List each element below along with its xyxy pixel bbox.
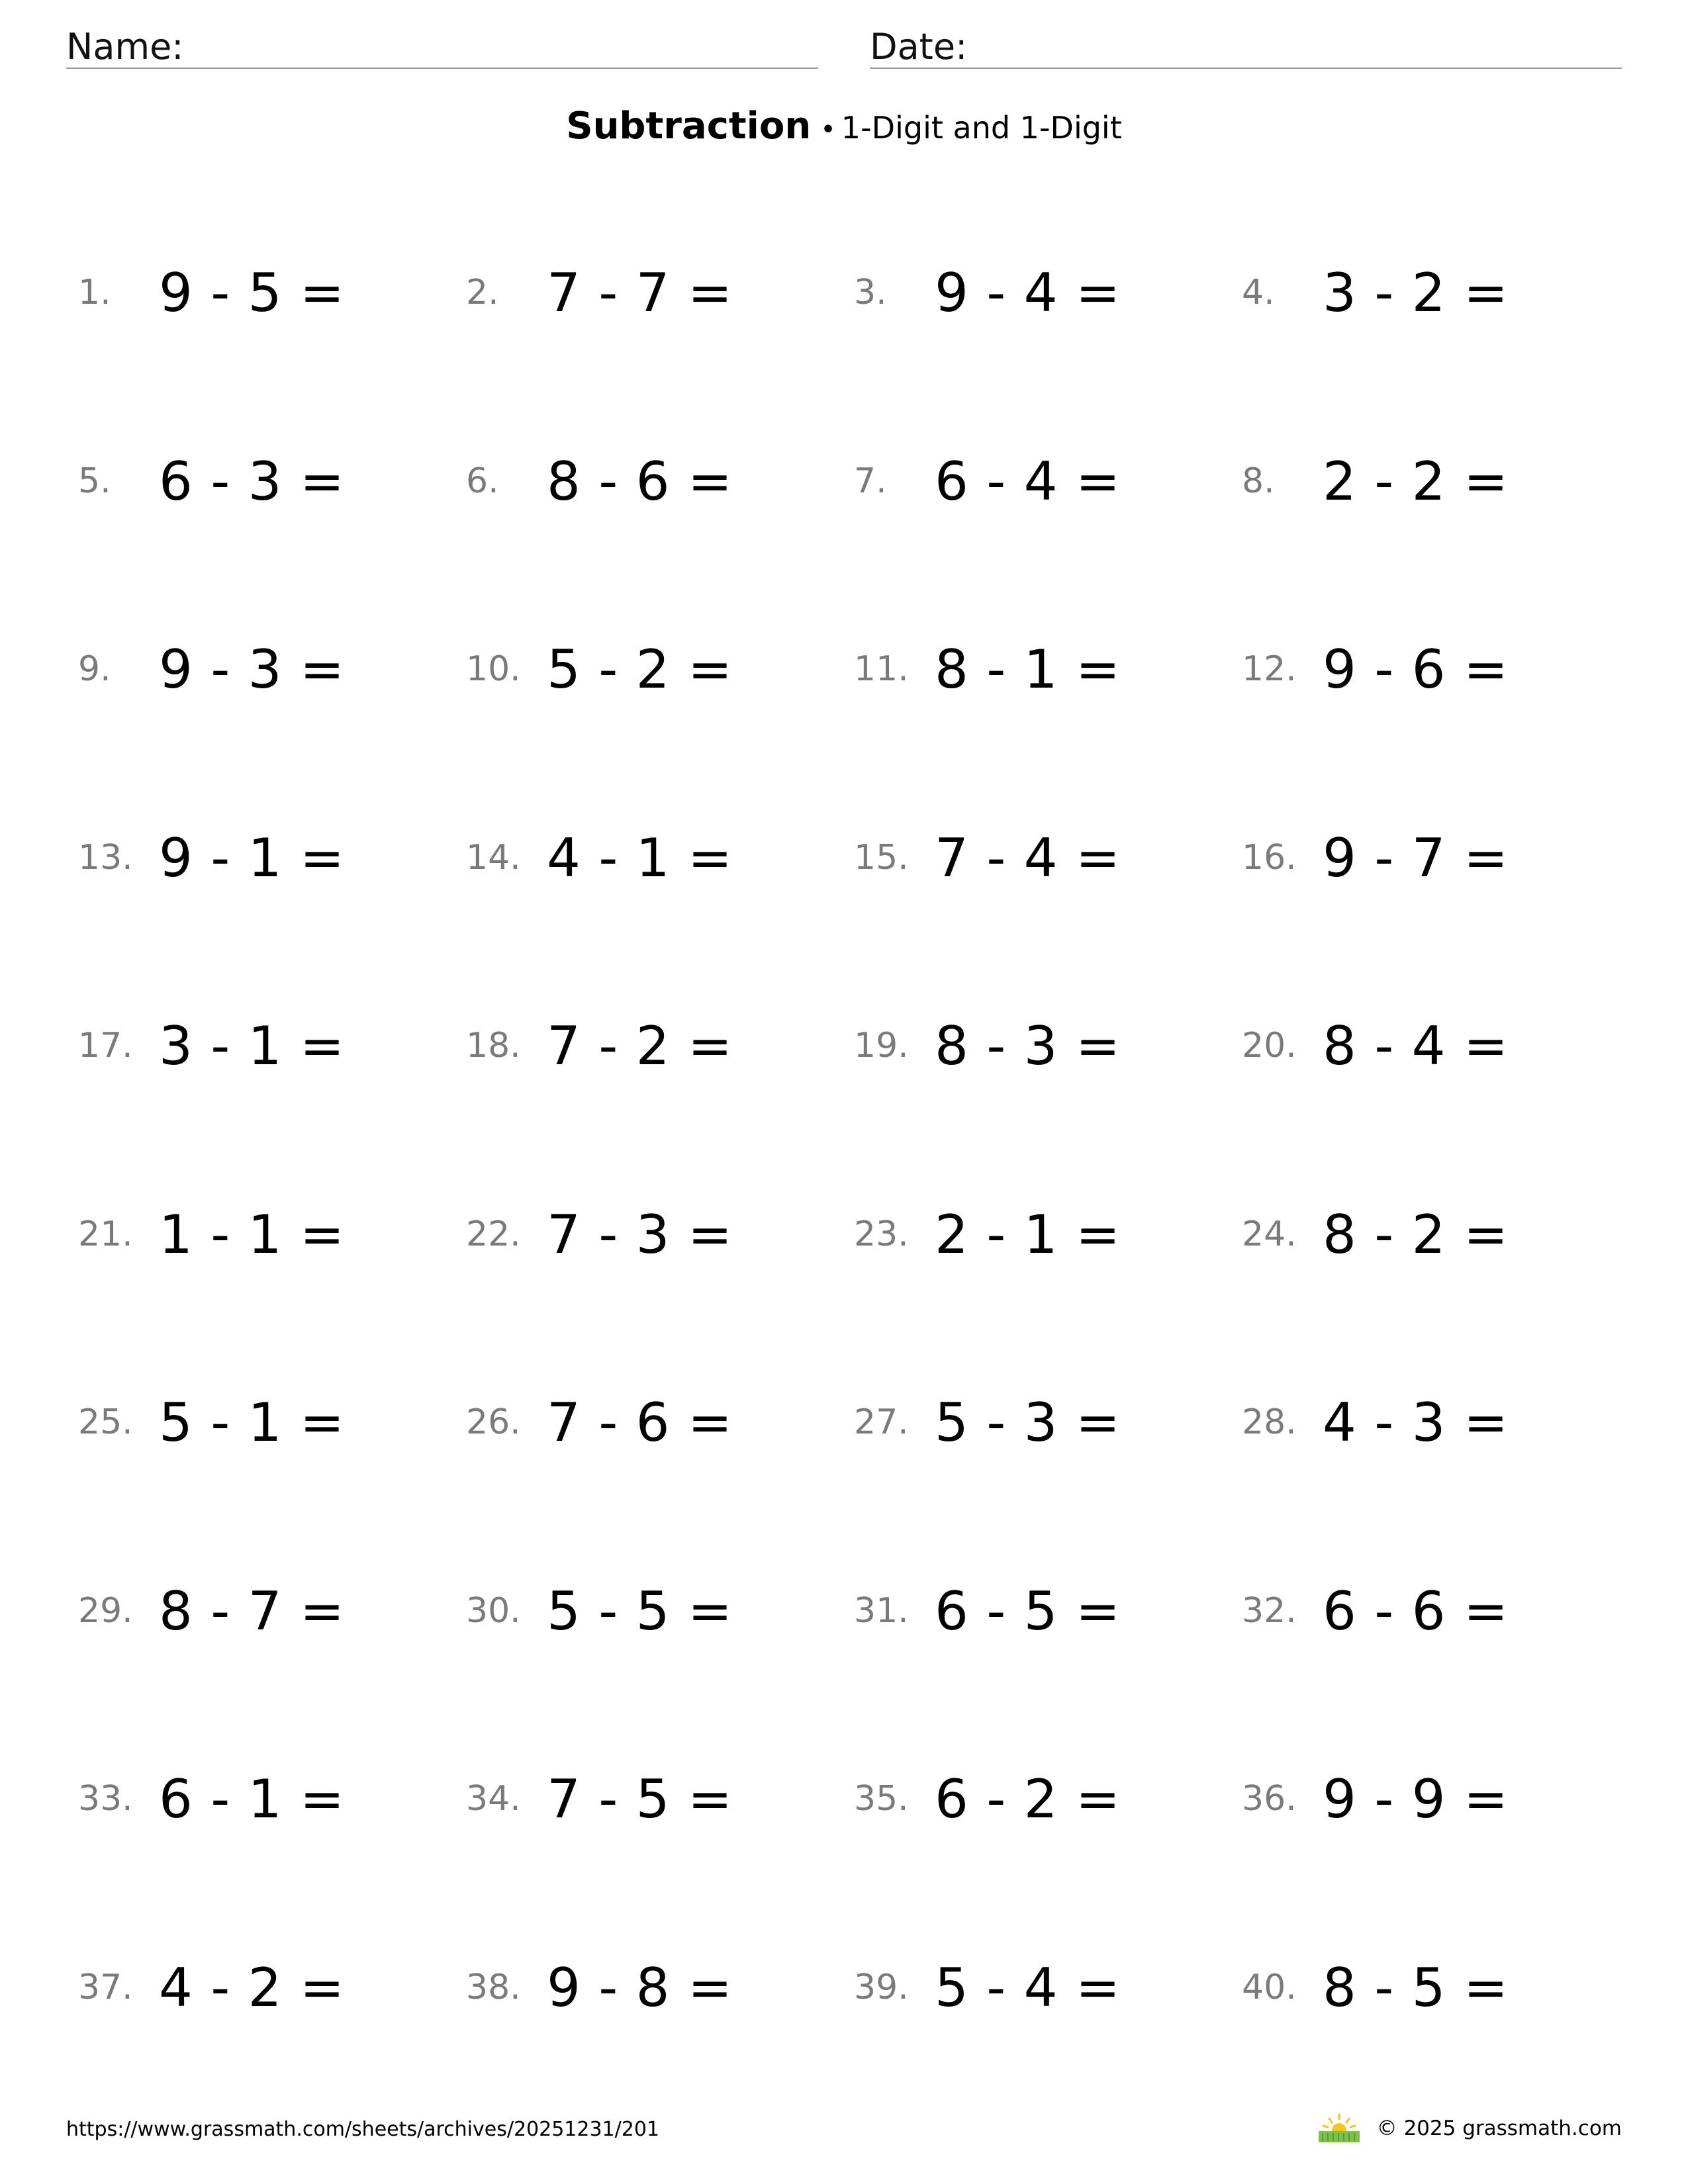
problem-number: 20. [1242, 1026, 1297, 1066]
problem-expression: 6 - 4 = [935, 451, 1121, 512]
date-label: Date: [870, 26, 968, 68]
problem-number: 9. [78, 649, 111, 689]
problem-expression: 6 - 3 = [159, 451, 345, 512]
problem-number: 12. [1242, 649, 1297, 689]
title-subtitle: 1-Digit and 1-Digit [841, 110, 1122, 146]
problem-expression: 5 - 3 = [935, 1392, 1121, 1453]
problem-expression: 5 - 5 = [547, 1580, 733, 1642]
problem-number: 26. [466, 1402, 521, 1442]
problem-number: 35. [854, 1779, 909, 1819]
problem-number: 30. [466, 1591, 521, 1631]
problem-item [854, 815, 1225, 895]
problem-expression: 4 - 3 = [1323, 1392, 1509, 1453]
problem-item [466, 1192, 837, 1271]
problem-number: 1. [78, 273, 111, 312]
problem-item [78, 627, 449, 706]
problem-expression: 7 - 4 = [935, 827, 1121, 889]
problem-expression: 1 - 1 = [159, 1204, 345, 1265]
problem-number: 3. [854, 273, 887, 312]
problem-item [466, 1945, 837, 2025]
problem-number: 17. [78, 1026, 133, 1066]
problem-item [854, 1192, 1225, 1271]
problem-item [1242, 439, 1613, 518]
problem-item [466, 1003, 837, 1083]
problem-item [1242, 627, 1613, 706]
problem-item [466, 1756, 837, 1836]
problem-expression: 7 - 5 = [547, 1768, 733, 1830]
worksheet-title [0, 105, 1688, 148]
problem-number: 29. [78, 1591, 133, 1631]
problem-expression: 7 - 6 = [547, 1392, 733, 1453]
problem-expression: 4 - 2 = [159, 1957, 345, 2019]
problem-item [854, 627, 1225, 706]
problem-item [854, 1003, 1225, 1083]
sun-over-grass-icon [1316, 2113, 1362, 2144]
problem-number: 33. [78, 1779, 133, 1819]
problem-expression: 8 - 3 = [935, 1015, 1121, 1077]
problem-number: 11. [854, 649, 909, 689]
problem-expression: 8 - 4 = [1323, 1015, 1509, 1077]
problem-item [854, 1380, 1225, 1459]
problem-expression: 5 - 4 = [935, 1957, 1121, 2019]
problem-expression: 6 - 1 = [159, 1768, 345, 1830]
problem-number: 36. [1242, 1779, 1297, 1819]
problem-item [854, 439, 1225, 518]
problem-number: 38. [466, 1968, 521, 2007]
problem-item [1242, 1756, 1613, 1836]
problem-number: 21. [78, 1214, 133, 1254]
problem-item [1242, 1003, 1613, 1083]
problem-number: 28. [1242, 1402, 1297, 1442]
problem-expression: 2 - 2 = [1323, 451, 1509, 512]
problem-expression: 8 - 5 = [1323, 1957, 1509, 2019]
problem-number: 5. [78, 461, 111, 501]
problem-number: 4. [1242, 273, 1275, 312]
problem-expression: 7 - 7 = [547, 262, 733, 324]
problem-expression: 4 - 1 = [547, 827, 733, 889]
problem-number: 2. [466, 273, 499, 312]
problem-number: 18. [466, 1026, 521, 1066]
problem-item [466, 815, 837, 895]
problem-expression: 9 - 8 = [547, 1957, 733, 2019]
problem-item [854, 1569, 1225, 1648]
problem-expression: 5 - 1 = [159, 1392, 345, 1453]
problem-expression: 7 - 2 = [547, 1015, 733, 1077]
problem-expression: 3 - 1 = [159, 1015, 345, 1077]
problem-expression: 6 - 5 = [935, 1580, 1121, 1642]
problem-item [78, 1003, 449, 1083]
problem-number: 6. [466, 461, 499, 501]
problem-number: 34. [466, 1779, 521, 1819]
name-label: Name: [66, 26, 184, 68]
problem-expression: 9 - 7 = [1323, 827, 1509, 889]
problem-item [78, 1192, 449, 1271]
problem-number: 13. [78, 838, 133, 878]
problem-item [1242, 1192, 1613, 1271]
problem-item [466, 1569, 837, 1648]
title-main: Subtraction [566, 105, 812, 148]
problem-number: 7. [854, 461, 887, 501]
problem-number: 40. [1242, 1968, 1297, 2007]
problem-item [78, 1569, 449, 1648]
problem-expression: 7 - 3 = [547, 1204, 733, 1265]
problem-number: 14. [466, 838, 521, 878]
problem-expression: 9 - 9 = [1323, 1768, 1509, 1830]
problem-number: 32. [1242, 1591, 1297, 1631]
problem-item [854, 1945, 1225, 2025]
problem-item [1242, 250, 1613, 330]
problem-item [78, 250, 449, 330]
problem-item [466, 250, 837, 330]
problem-number: 23. [854, 1214, 909, 1254]
problem-expression: 2 - 1 = [935, 1204, 1121, 1265]
problem-expression: 5 - 2 = [547, 639, 733, 700]
footer-brand [1316, 2109, 1622, 2148]
problem-number: 25. [78, 1402, 133, 1442]
problem-item [78, 439, 449, 518]
problem-item [854, 1756, 1225, 1836]
problem-expression: 8 - 7 = [159, 1580, 345, 1642]
problem-number: 19. [854, 1026, 909, 1066]
problem-item [854, 250, 1225, 330]
problem-expression: 6 - 6 = [1323, 1580, 1509, 1642]
problem-expression: 6 - 2 = [935, 1768, 1121, 1830]
problem-item [466, 627, 837, 706]
problem-item [1242, 1945, 1613, 2025]
problem-item [466, 439, 837, 518]
problem-number: 8. [1242, 461, 1275, 501]
problem-expression: 8 - 2 = [1323, 1204, 1509, 1265]
problem-number: 24. [1242, 1214, 1297, 1254]
problem-number: 31. [854, 1591, 909, 1631]
problem-item [1242, 815, 1613, 895]
problem-expression: 9 - 1 = [159, 827, 345, 889]
problem-expression: 3 - 2 = [1323, 262, 1509, 324]
problem-expression: 9 - 6 = [1323, 639, 1509, 700]
problem-number: 37. [78, 1968, 133, 2007]
problem-expression: 9 - 5 = [159, 262, 345, 324]
problem-number: 39. [854, 1968, 909, 2007]
problem-expression: 9 - 3 = [159, 639, 345, 700]
problem-number: 15. [854, 838, 909, 878]
date-field[interactable] [870, 25, 1622, 69]
problem-item [1242, 1380, 1613, 1459]
problem-number: 16. [1242, 838, 1297, 878]
problem-expression: 9 - 4 = [935, 262, 1121, 324]
name-field[interactable] [66, 25, 818, 69]
problem-item [78, 815, 449, 895]
footer-copyright: © 2025 grassmath.com [1376, 2116, 1622, 2140]
problem-item [78, 1380, 449, 1459]
problem-expression: 8 - 1 = [935, 639, 1121, 700]
problem-number: 10. [466, 649, 521, 689]
problem-item [466, 1380, 837, 1459]
problem-number: 22. [466, 1214, 521, 1254]
problem-item [78, 1756, 449, 1836]
problem-expression: 8 - 6 = [547, 451, 733, 512]
problem-item [1242, 1569, 1613, 1648]
footer-url[interactable]: https://www.grassmath.com/sheets/archives/20251231/201 [66, 2118, 660, 2141]
title-separator: • [820, 114, 836, 145]
problem-number: 27. [854, 1402, 909, 1442]
problem-item [78, 1945, 449, 2025]
